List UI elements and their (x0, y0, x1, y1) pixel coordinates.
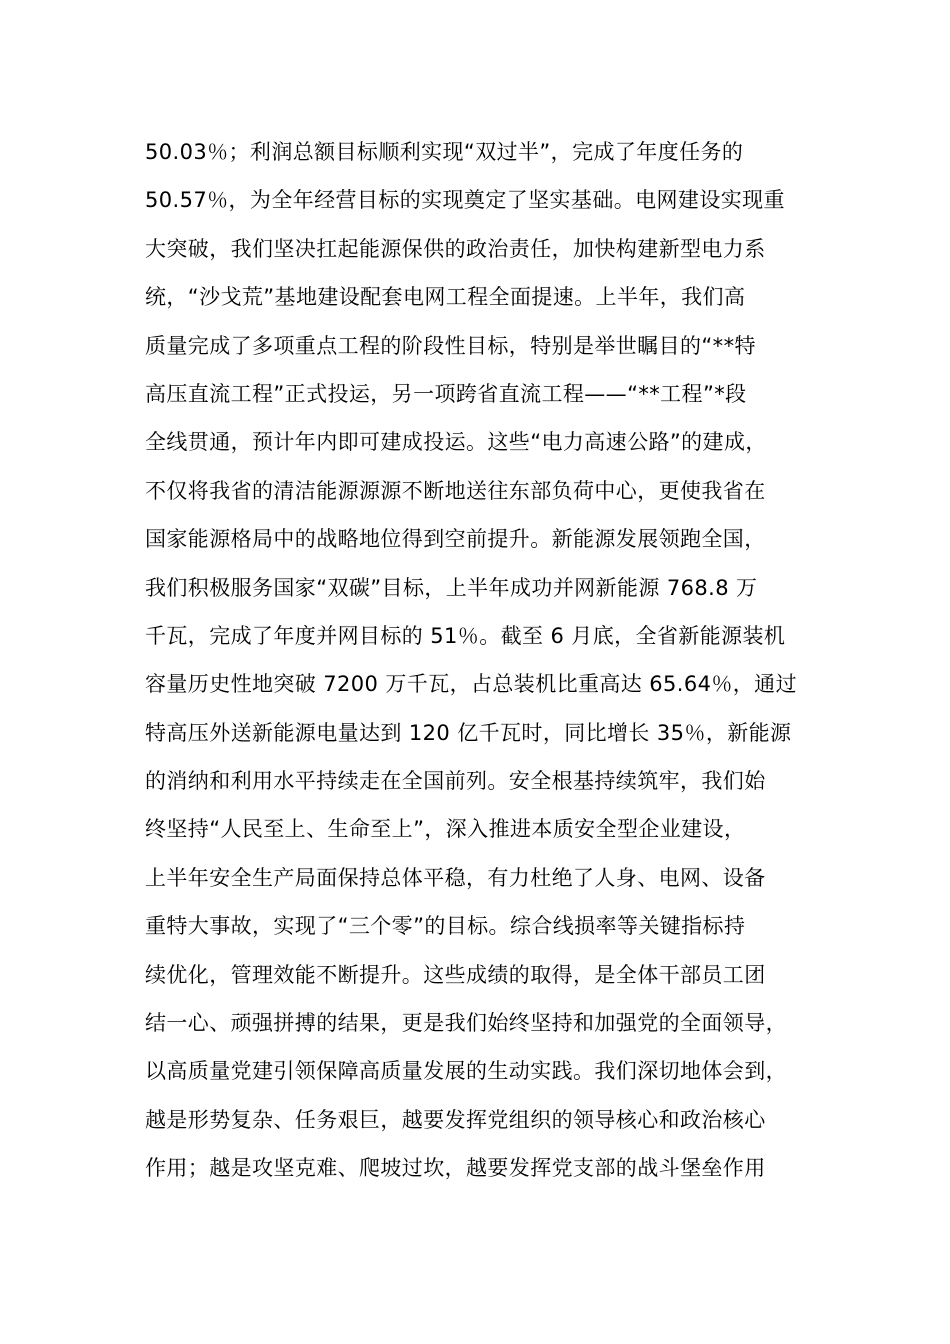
text-line: 50.03％；利润总额目标顺利实现“双过半”，完成了年度任务的 (145, 140, 744, 164)
text-line: 50.57％，为全年经营目标的实现奠定了坚实基础。电网建设实现重 (145, 188, 785, 213)
text-line: 我们积极服务国家“双碳”目标，上半年成功并网新能源 768.8 万 (145, 575, 758, 600)
text-line: 大突破，我们坚决扛起能源保供的政治责任，加快构建新型电力系 (145, 236, 766, 261)
text-line: 千瓦，完成了年度并网目标的 51％。截至 6 月底，全省新能源装机 (145, 623, 786, 648)
text-line: 重特大事故，实现了“三个零”的目标。综合线损率等关键指标持 (145, 914, 746, 939)
text-line: 高压直流工程”正式投运，另一项跨省直流工程——“**工程”*段 (145, 381, 747, 406)
text-line: 的消纳和利用水平持续走在全国前列。安全根基持续筑牢，我们始 (145, 769, 766, 794)
text-line: 终坚持“人民至上、生命至上”，深入推进本质安全型企业建设， (145, 817, 746, 842)
text-line: 统，“沙戈荒”基地建设配套电网工程全面提速。上半年，我们高 (145, 285, 746, 310)
text-line: 作用；越是攻坚克难、爬坡过坎，越要发挥党支部的战斗堡垒作用 (145, 1156, 766, 1181)
text-line: 容量历史性地突破 7200 万千瓦，占总装机比重高达 65.64％，通过 (145, 672, 797, 697)
text-line: 上半年安全生产局面保持总体平稳，有力杜绝了人身、电网、设备 (145, 865, 766, 890)
text-line: 以高质量党建引领保障高质量发展的生动实践。我们深切地体会到， (145, 1059, 787, 1084)
text-line: 结一心、顽强拼搏的结果，更是我们始终坚持和加强党的全面领导， (145, 1011, 787, 1036)
text-line: 不仅将我省的清洁能源源源不断地送往东部负荷中心，更使我省在 (145, 478, 766, 503)
text-line: 国家能源格局中的战略地位得到空前提升。新能源发展领跑全国， (145, 527, 766, 552)
text-line: 越是形势复杂、任务艰巨，越要发挥党组织的领导核心和政治核心 (145, 1107, 766, 1132)
text-line: 特高压外送新能源电量达到 120 亿千瓦时，同比增长 35％，新能源 (145, 720, 792, 745)
body-paragraph (145, 128, 835, 1193)
text-line: 续优化，管理效能不断提升。这些成绩的取得，是全体干部员工团 (145, 962, 766, 987)
text-line: 全线贯通，预计年内即可建成投运。这些“电力高速公路”的建成， (145, 430, 767, 455)
text-line: 质量完成了多项重点工程的阶段性目标，特别是举世瞩目的“**特 (145, 333, 756, 358)
